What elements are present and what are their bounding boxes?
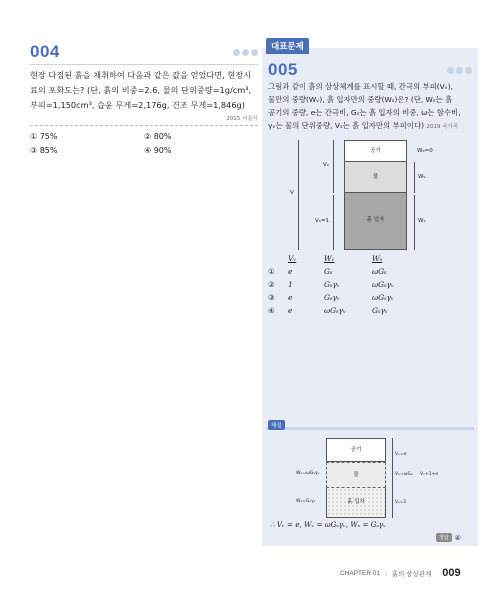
q005-answer-table [268,254,468,315]
label-total-volume: V [290,190,294,196]
explanation-conclusion: ∴ Vᵥ = e, Wᵥ = ωGₛγᵥ, Wₛ = Gₛγᵥ [270,520,386,529]
phase-air-label: 공기 [370,148,381,154]
label-solids-weight: Wₛ [418,218,426,224]
footer-title: 흙의 삼상관계 [391,570,432,578]
q005-text [268,80,472,134]
dimension-line-solids-weight [414,195,415,250]
table-cell: Gₛγᵥ [324,280,340,289]
q004-number: 004 [30,42,60,61]
dimension-line-total [298,140,299,250]
explanation-tag: 해설 [268,420,285,430]
q004-line: 부피=1,150cm³, 습윤 무게=2,176g, 건조 무게=1,846g) [30,100,245,110]
explanation-dim-line-right [392,438,393,518]
q004-line: 료의 포화도는? (단, 흙의 비중=2.6, 물의 단위중량=1g/cm³, [30,85,252,95]
table-cell: e [288,306,293,315]
answer-badge [436,533,461,542]
table-cell: e [288,293,293,302]
q005-line: 공기의 중량, e는 간극비, Gₛ는 흙 입자의 비중, ω는 함수비, [268,108,461,117]
label-solids-volume: Vₛ=1 [315,218,329,224]
dimension-line-solids [333,195,334,250]
q005-block [268,60,472,134]
choice-number[interactable]: ② [268,280,275,289]
explanation-label-water-weight: Wᵥ=ωGₛγᵥ [296,471,320,476]
q004-choice[interactable]: ④ 90% [144,146,172,155]
explanation-label-vs: Vₛ=1 [395,500,407,505]
page-footer [340,567,461,579]
q004-header [30,42,258,65]
explanation-phase-water [326,462,386,488]
q004-text [30,68,258,113]
answer-value: ④ [454,533,461,542]
explanation-label-total: Vᵥ+1+e [420,472,439,477]
table-cell: Gₛγᵥ [372,306,388,315]
q004-block [30,42,258,155]
representative-problem-tag: 대표문제 [266,38,309,54]
footer-chapter: CHAPTER 01 [340,569,381,577]
q004-choices [30,132,258,155]
explanation-phase-solids [326,488,386,518]
q004-choice[interactable]: ③ 85% [30,146,58,155]
q004-dots-decoration [233,49,258,56]
explanation-water-label: 물 [353,472,359,478]
phase-solids-label: 흙 입자 [366,217,385,223]
table-cell: 1 [288,280,293,289]
explanation-phase-air [326,438,386,462]
q005-number: 005 [268,60,298,79]
q005-source: 2019 국가직 [426,124,459,130]
label-void-volume: Vᵥ [323,162,330,168]
explanation-divider [266,427,474,430]
choice-number[interactable]: ④ [268,306,275,315]
choice-number[interactable]: ① [268,267,275,276]
phase-solids [344,193,407,250]
dimension-line-voids [333,140,334,193]
label-water-weight: Wᵥ [418,174,426,180]
table-header: Wₛ [372,254,383,263]
explanation-diagram [296,438,468,520]
explanation-solids-label: 흙 입자 [347,499,365,505]
q005-header [268,60,472,80]
label-air-weight: Wₐ=0 [417,148,433,154]
explanation-label-vw: Vᵥ=ωGₛ [395,472,413,477]
table-cell: ωGₛγᵥ [372,293,394,302]
table-cell: Gₛγᵥ [324,293,340,302]
phase-diagram [290,140,460,252]
q005-line: 물만의 중량(Wᵥ), 흙 입자만의 중량(Wₛ)은? (단, Wₛ는 흙 [268,95,453,104]
explanation-air-label: 공기 [350,447,362,453]
explanation-label-solids-weight: Wₛ=Gₛγᵥ [296,499,316,504]
choice-number[interactable]: ③ [268,293,275,302]
q005-line: 그림과 같이 흙의 삼상체계를 표시할 때, 간극의 부피(Vᵥ), [268,82,453,91]
phase-water-label: 물 [372,174,379,180]
explanation-label-vv: Vᵥ=e [395,452,407,457]
table-cell: ωGₛ [372,267,387,276]
footer-separator: | [385,569,387,577]
q005-dots-decoration [447,67,472,74]
q004-choice[interactable]: ① 75% [30,132,58,141]
phase-water [344,162,407,193]
answer-label: 정답 [436,533,452,542]
table-cell: Gₛ [324,267,333,276]
table-cell: ωGₛγᵥ [324,306,346,315]
table-cell: e [288,267,293,276]
phase-air [344,140,407,162]
page-number: 009 [442,567,461,579]
table-header: Wᵥ [324,254,335,263]
table-header: Vᵥ [288,254,297,263]
q004-line: 현장 다짐된 흙을 채취하여 다음과 같은 값을 얻었다면, 현장시 [30,70,252,80]
dimension-line-water-weight [414,162,415,193]
q005-line: γᵥ는 물의 단위중량, Vₛ는 흙 입자만의 부피이다) [268,121,424,130]
q004-choice[interactable]: ② 80% [144,132,172,141]
q004-source: 2015 서울시 [226,116,258,122]
table-cell: ωGₛγᵥ [372,280,394,289]
